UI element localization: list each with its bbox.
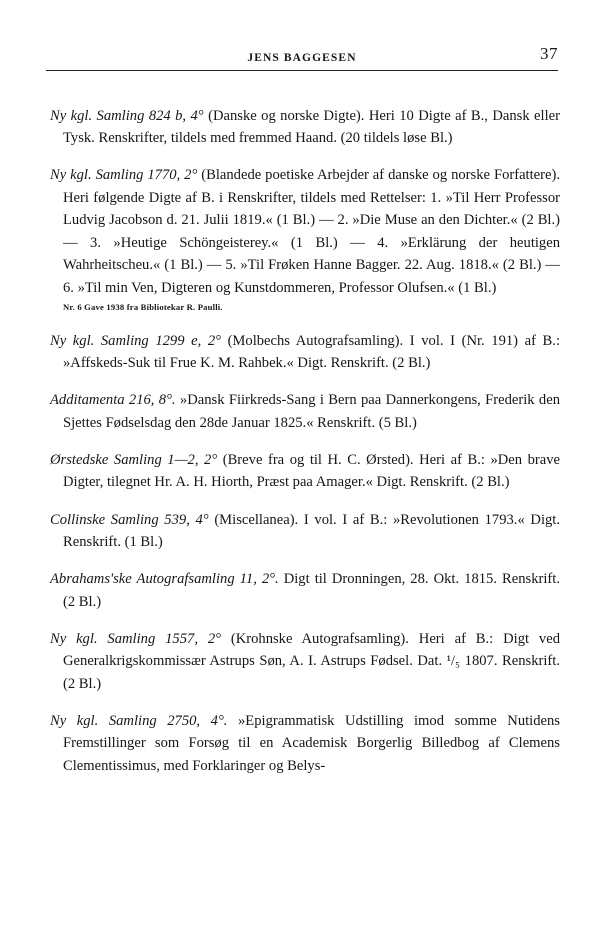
manuscript-entry xyxy=(50,389,560,434)
manuscript-entry xyxy=(50,509,560,554)
entry-description: (Miscellanea). I vol. I af B.: »Revolutionen 1793.« Digt. Renskrift. (1 Bl.) xyxy=(63,511,560,551)
page-number: 37 xyxy=(540,44,558,63)
manuscript-entry xyxy=(50,105,560,150)
manuscript-entry xyxy=(50,164,560,315)
manuscript-entry xyxy=(50,568,560,613)
manuscript-entry xyxy=(50,628,560,696)
manuscript-entry xyxy=(50,449,560,494)
running-title: JENS BAGGESEN xyxy=(247,52,357,64)
entry-description: (Krohnske Autografsamling). Heri af B.: Digt ved Generalkrigskommissær Astrups Søn, A. I. Astrups Fødsel. Dat. ¹/₅ 1807. Renskrift. (2 Bl.) xyxy=(63,630,560,692)
collection-reference: Abrahams'ske Autografsamling 11, 2°. xyxy=(50,571,279,588)
manuscript-entry-list xyxy=(50,90,560,791)
collection-reference: Ny kgl. Samling 1770, 2° xyxy=(50,167,198,184)
entry-description: (Molbechs Autografsamling). I vol. I (Nr. 191) af B.: »Affskeds-Suk til Frue K. M. Rahbek.« Digt. Renskrift. (2 Bl.) xyxy=(63,332,560,372)
entry-description: (Blandede poetiske Arbejder af danske og norske Forfattere). Heri følgende Digte af B. i Renskrifter, tildels med Rettelser: 1. »Til Herr Professor Ludvig Jacobson d. 21. Julii 1819.« (1 Bl.) — 2. »Die Muse an den Dichter.« (2 Bl.) — 3. »Heutige Schöngeisterey.« (1 Bl.) — 4. »Erklärung der heutigen Wahrheitscheu.« (1 Bl.) — 5. »Til Frøken Hanne Bagger. 22. Aug. 1818.« (2 Bl.) — 6. »Til min Ven, Digteren og Kunstdommeren, Professor Olufsen.« (1 Bl.) xyxy=(63,167,560,296)
entry-description: (Danske og norske Digte). Heri 10 Digte af B., Dansk eller Tysk. Renskrifter, tildels med fremmed Haand. (20 tildels løse Bl.) xyxy=(63,107,560,147)
collection-reference: Ny kgl. Samling 824 b, 4° xyxy=(50,107,204,124)
provenance-note: Nr. 6 Gave 1938 fra Bibliotekar R. Paulli. xyxy=(63,302,223,313)
collection-reference: Additamenta 216, 8°. xyxy=(50,392,176,409)
collection-reference: Ny kgl. Samling 1299 e, 2° xyxy=(50,332,221,349)
entry-description: »Dansk Fiirkreds-Sang i Bern paa Dannerkongens, Frederik den Sjettes Fødselsdag den 28de Januar 1825.« Renskrift. (5 Bl.) xyxy=(63,392,560,431)
manuscript-entry xyxy=(50,710,560,778)
entry-description: Digt til Dronningen, 28. Okt. 1815. Renskrift. (2 Bl.) xyxy=(63,571,560,610)
header-rule xyxy=(46,70,558,71)
collection-reference: Collinske Samling 539, 4° xyxy=(50,511,209,528)
running-head xyxy=(46,44,558,70)
entry-description: (Breve fra og til H. C. Ørsted). Heri af B.: »Den brave Digter, tilegnet Hr. A. H. Hiorth, Præst paa Amager.« Digt. Renskrift. (2 Bl.) xyxy=(63,451,560,491)
manuscript-entry xyxy=(50,330,560,375)
collection-reference: Ny kgl. Samling 1557, 2° xyxy=(50,630,221,647)
collection-reference: Ny kgl. Samling 2750, 4°. xyxy=(50,712,228,729)
collection-reference: Ørstedske Samling 1—2, 2° xyxy=(50,451,218,468)
entry-description: »Epigrammatisk Udstilling imod somme Nutidens Fremstillinger som Forsøg til en Academisk Borgerlig Billedbog af Clemens Clementissimus, med Forklaringer og Belys- xyxy=(63,712,560,774)
